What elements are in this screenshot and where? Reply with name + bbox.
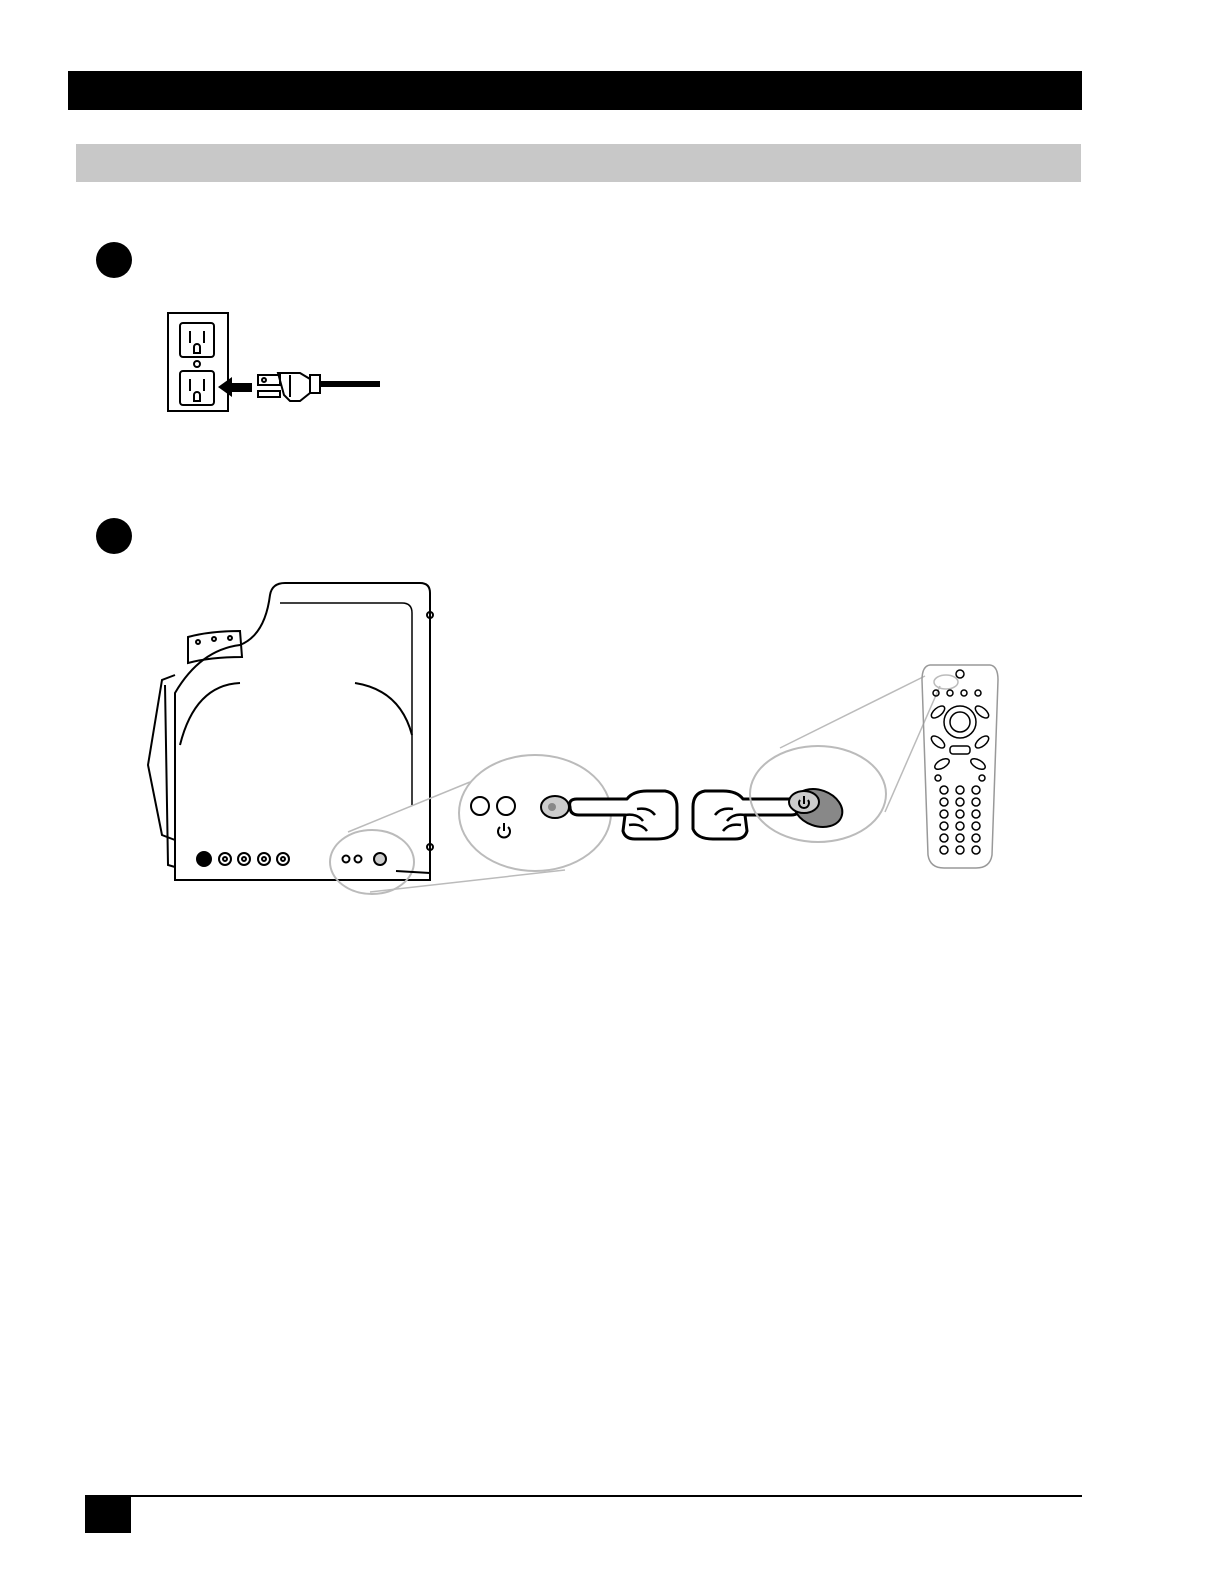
remote-button-zoom: [748, 742, 893, 847]
page-number-block: [85, 1497, 131, 1533]
power-symbol-icon: [498, 823, 510, 837]
footer-rule: [85, 1495, 1082, 1497]
pointing-hand-icon: [565, 785, 685, 845]
remote-control-icon: [920, 660, 1000, 872]
